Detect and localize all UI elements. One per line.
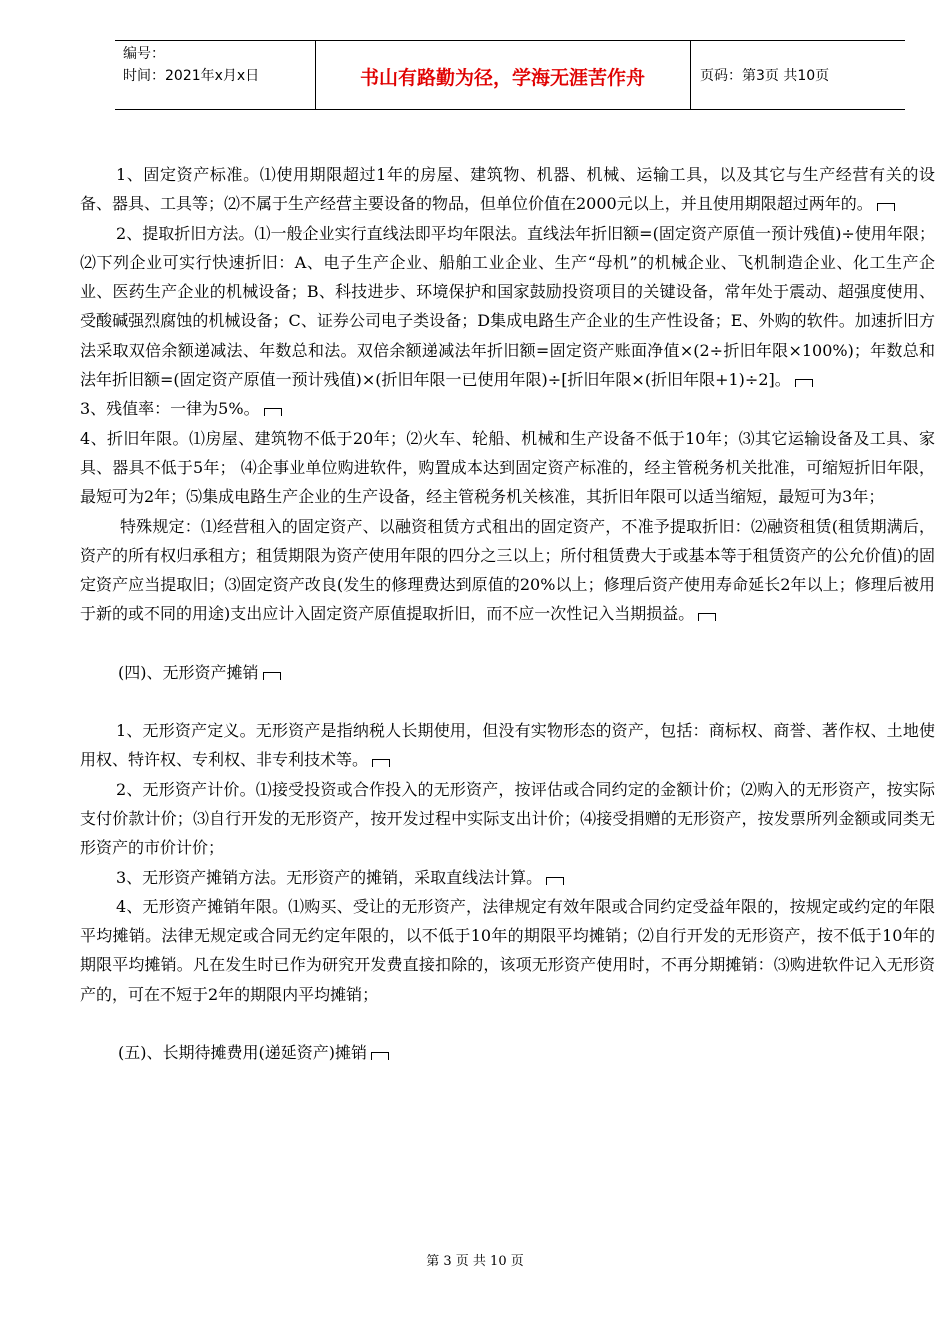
paragraph: 1、固定资产标准。⑴使用期限超过1年的房屋、建筑物、机器、机械、运输工具，以及其它与生产经营有关的设备、器具、工具等；⑵不属于生产经营主要设备的物品，但单位价值在2000元以上，并且使用期限超过两年的。 [80, 165, 935, 214]
paragraph-mark-icon [795, 379, 813, 387]
header-page-number: 页码：第3页 共10页 [700, 68, 830, 84]
document-number: 编号： [123, 46, 165, 62]
paragraph: 2、提取折旧方法。⑴一般企业实行直线法即平均年限法。直线法年折旧额=(固定资产原值一预计残值)÷使用年限；⑵下列企业可实行快速折旧：A、电子生产企业、船舶工业企业、生产“母机”的机械企业、飞机制造企业、化工生产企业、医药生产企业的机械设备；B、科技进步、环境保护和国家鼓励投资项目的关键设备，常年处于震动、超强度使用、受酸碱强烈腐蚀的机械设备；C、证券公司电子类设备；D集成电路生产企业的生产性设备；E、外购的软件。加速折旧方法采取双倍余额递减法、年数总和法。双倍余额递减法年折旧额=固定资产账面净值×(2÷折旧年限×100%)；年数总和法年折旧额=(固定资产原值一预计残值)×(折旧年限一已使用年限)÷[折旧年限×(折旧年限+1)÷2]。 [80, 223, 935, 390]
paragraph: 3、残值率：一律为5%。 [80, 394, 935, 423]
paragraph: 4、无形资产摊销年限。⑴购买、受让的无形资产，法律规定有效年限或合同约定受益年限的，按规定或约定的年限平均摊销。法律无规定或合同无约定年限的，以不低于10年的期限平均摊销；⑵自行开发的无形资产，按不低于10年的期限平均摊销。凡在发生时已作为研究开发费直接扣除的，该项无形资产使用时，不再分期摊销：⑶购进软件记入无形资产的，可在不短于2年的期限内平均摊销； [80, 896, 935, 1004]
paragraph-mark-icon [698, 613, 716, 621]
section-heading: (五)、长期待摊费用(递延资产)摊销 [80, 1038, 935, 1067]
paragraph-mark-icon [263, 672, 281, 680]
paragraph: 2、无形资产计价。⑴接受投资或合作投入的无形资产，按评估或合同约定的金额计价；⑵购入的无形资产，按实际支付价款计价；⑶自行开发的无形资产，按开发过程中实际支出计价；⑷接受捐赠的无形资产，按发票所列金额或同类无形资产的市价计价； [80, 779, 935, 858]
paragraph-mark-icon [371, 1052, 389, 1060]
page-header [115, 40, 905, 110]
paragraph: 特殊规定：⑴经营租入的固定资产、以融资租赁方式租出的固定资产，不准予提取折旧：⑵融资租赁(租赁期满后，资产的所有权归承租方；租赁期限为资产使用年限的四分之三以上；所付租赁费大于或基本等于租赁资产的公允价值)的固定资产应当提取旧；⑶固定资产改良(发生的修理费达到原值的20%以上；修理后资产使用寿命延长2年以上；修理后被用于新的或不同的用途)支出应计入固定资产原值提取折旧，而不应一次性记入当期损益。 [80, 516, 935, 624]
paragraph: 3、无形资产摊销方法。无形资产的摊销，采取直线法计算。 [80, 863, 935, 892]
paragraph-mark-icon [877, 203, 895, 211]
paragraph-mark-icon [372, 759, 390, 767]
header-meta [123, 43, 259, 87]
document-body [80, 160, 935, 1067]
page-footer: 第 3 页 共 10 页 [426, 1254, 524, 1269]
document-time: 时间：2021年x月x日 [123, 68, 260, 84]
paragraph: 1、无形资产定义。无形资产是指纳税人长期使用，但没有实物形态的资产，包括：商标权、商誉、著作权、土地使用权、特许权、专利权、非专利技术等。 [80, 721, 935, 770]
paragraph-mark-icon [264, 408, 282, 416]
header-divider [690, 41, 691, 109]
paragraph-mark-icon [546, 877, 564, 885]
header-slogan: 书山有路勤为径，学海无涯苦作舟 [359, 67, 645, 89]
paragraph: 4、折旧年限。⑴房屋、建筑物不低于20年；⑵火车、轮船、机械和生产设备不低于10年；⑶其它运输设备及工具、家具、器具不低于5年； ⑷企事业单位购进软件，购置成本达到固定资产标准的，经主管税务机关批准，可缩短折旧年限，最短可为2年；⑸集成电路生产企业的生产设备，经主管税务机关核准，其折旧年限可以适当缩短，最短可为3年； [80, 428, 935, 507]
section-heading: (四)、无形资产摊销 [80, 658, 935, 687]
